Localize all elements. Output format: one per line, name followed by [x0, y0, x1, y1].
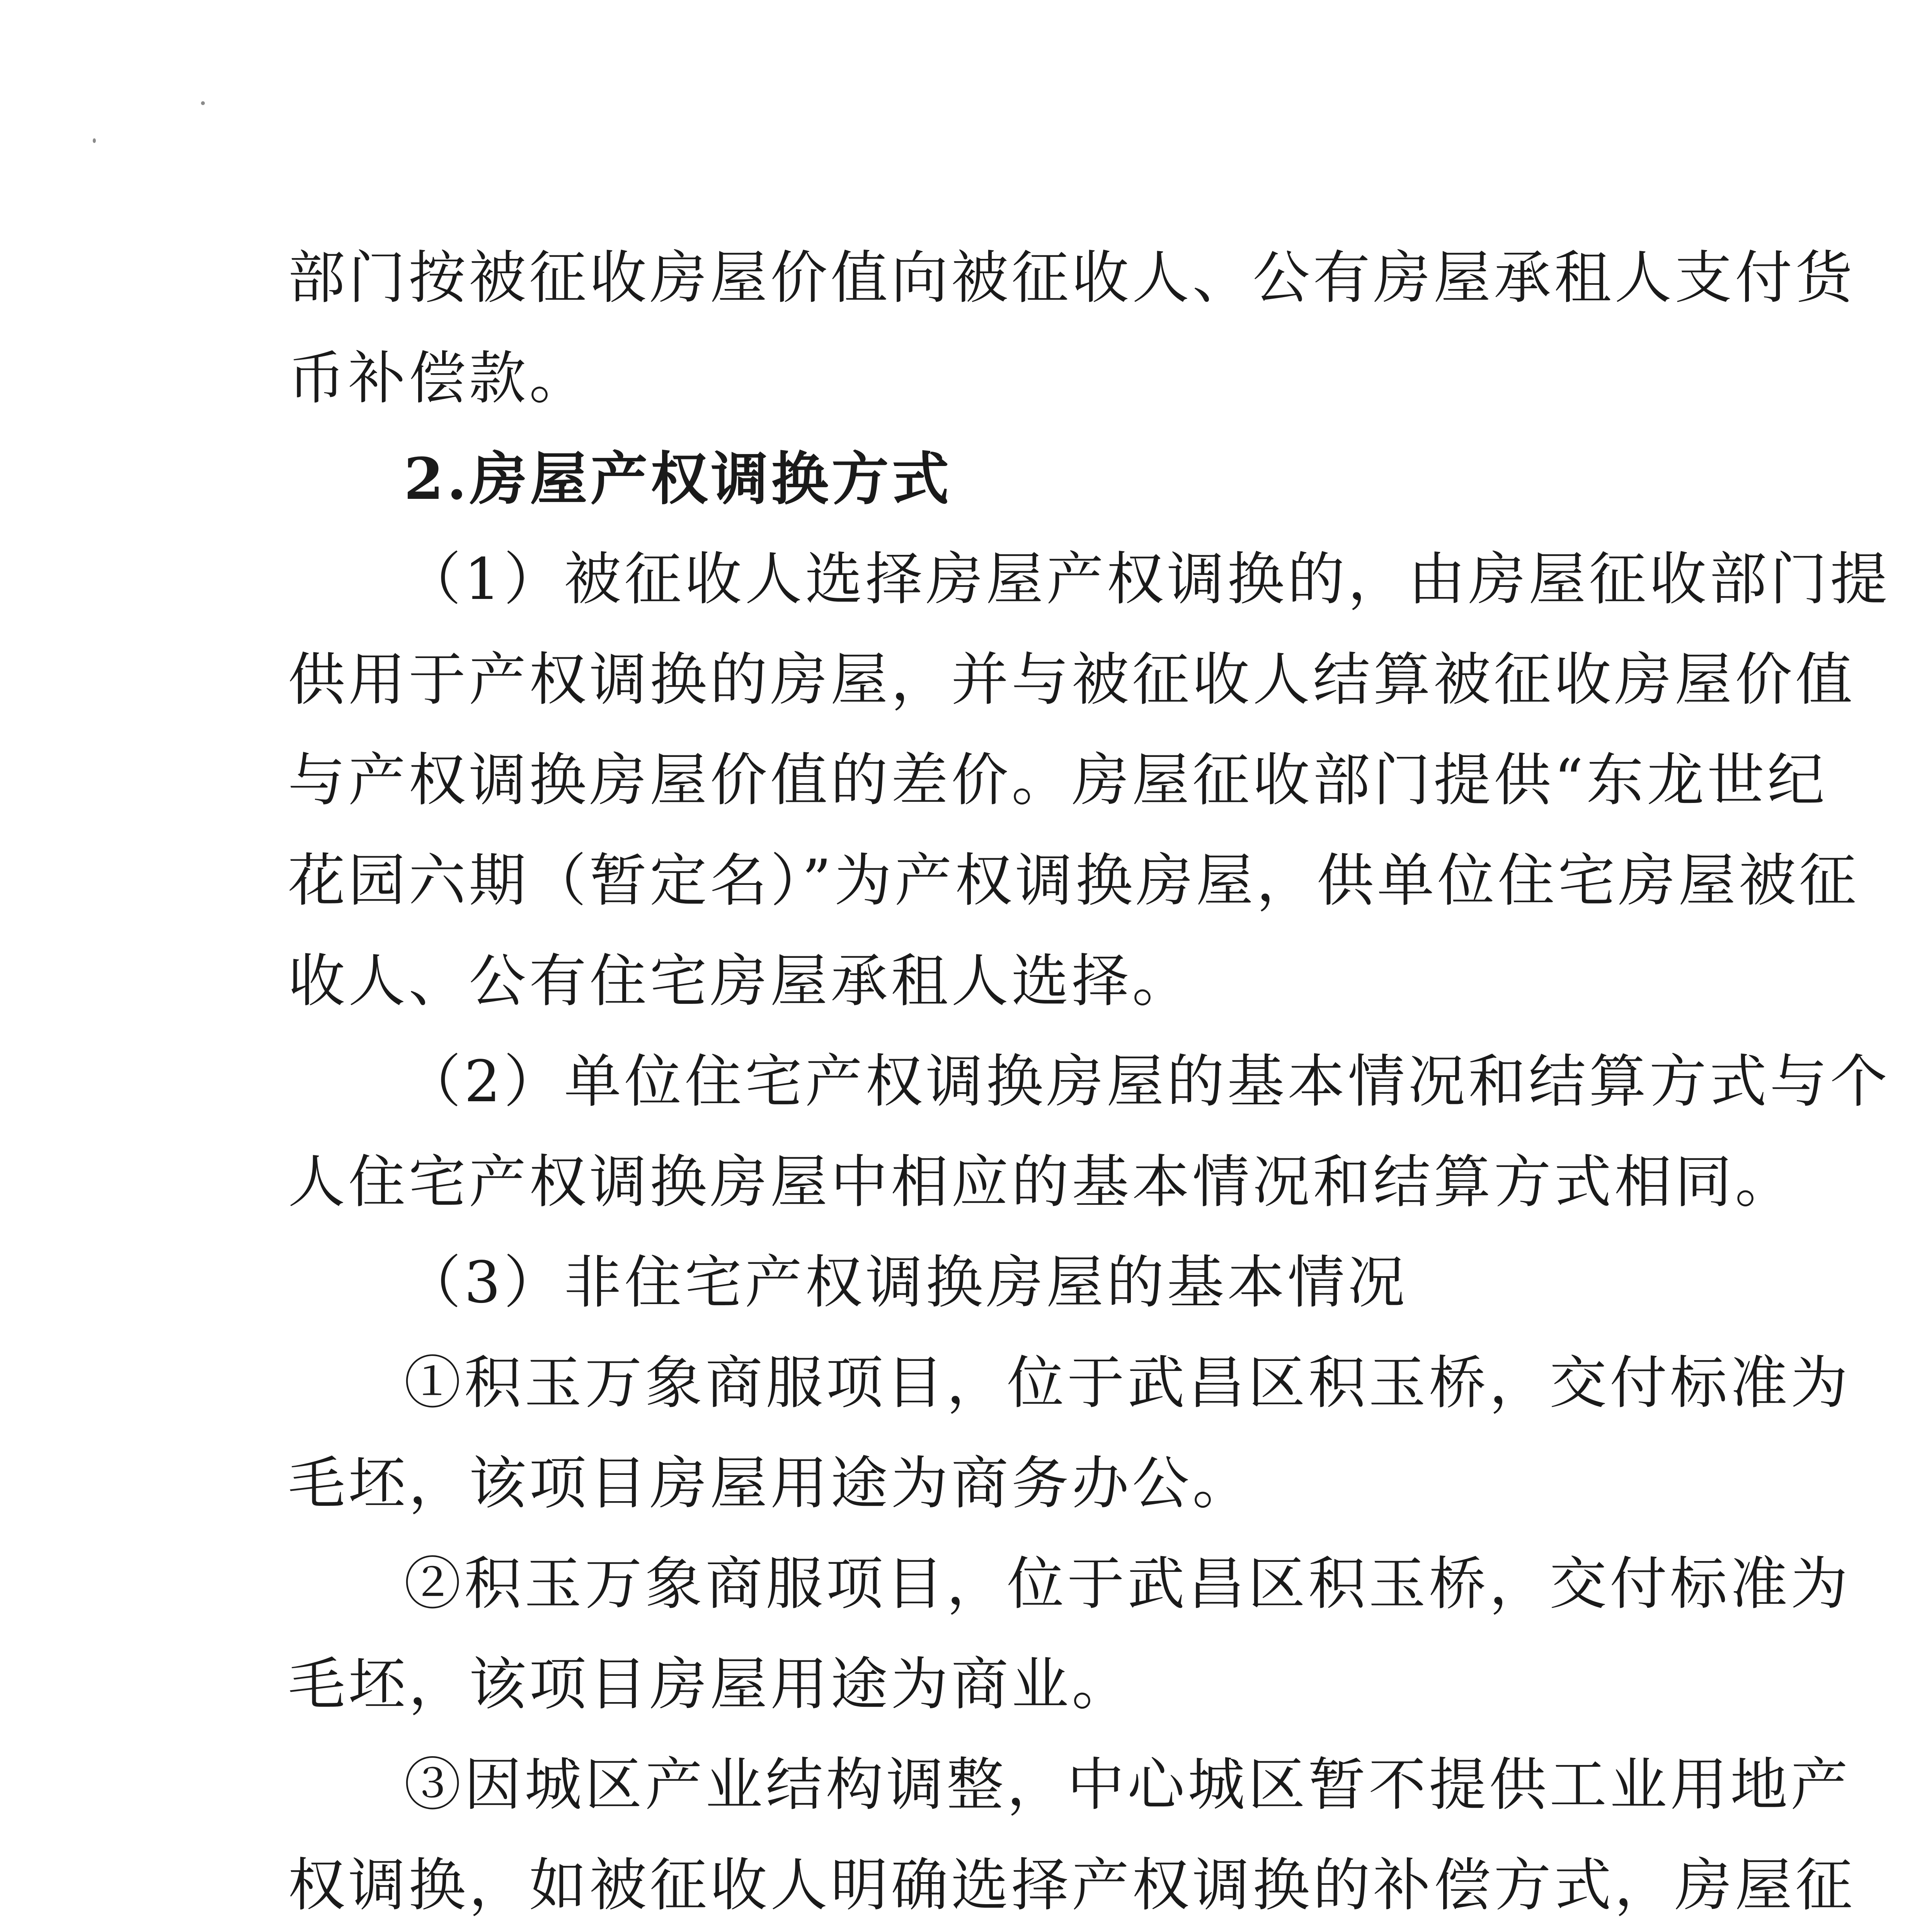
body-text — [288, 240, 1891, 1932]
paragraph-line: 收人、公有住宅房屋承租人选择。 — [288, 948, 1192, 1014]
paragraph-line: 花园六期（暂定名）”为产权调换房屋，供单位住宅房屋被征 — [288, 847, 1859, 914]
paragraph-line: ③因城区产业结构调整，中心城区暂不提供工业用地产 — [404, 1752, 1851, 1818]
paragraph-line: 权调换，如被征收人明确选择产权调换的补偿方式，房屋征 — [288, 1852, 1856, 1918]
paragraph-line: 供用于产权调换的房屋，并与被征收人结算被征收房屋价值 — [288, 646, 1856, 713]
paragraph-line: 部门按被征收房屋价值向被征收人、公有房屋承租人支付货 — [288, 245, 1856, 311]
paragraph-line: ②积玉万象商服项目，位于武昌区积玉桥，交付标准为 — [404, 1551, 1851, 1617]
paragraph-line: 人住宅产权调换房屋中相应的基本情况和结算方式相同。 — [288, 1149, 1795, 1215]
paragraph-line: 毛坯，该项目房屋用途为商务办公。 — [288, 1450, 1253, 1517]
paragraph-line: （2）单位住宅产权调换房屋的基本情况和结算方式与个 — [404, 1048, 1891, 1115]
paragraph-line: （3）非住宅产权调换房屋的基本情况 — [404, 1249, 1408, 1316]
scan-speck — [93, 138, 96, 143]
paragraph-line: 与产权调换房屋价值的差价。房屋征收部门提供“东龙世纪 — [288, 747, 1828, 813]
paragraph-line: 毛坯，该项目房屋用途为商业。 — [288, 1651, 1132, 1718]
scan-speck — [201, 101, 205, 105]
paragraph-line: 币补偿款。 — [288, 345, 589, 412]
section-heading: 2.房屋产权调换方式 — [404, 445, 952, 512]
paragraph-line: ①积玉万象商服项目，位于武昌区积玉桥，交付标准为 — [404, 1350, 1851, 1416]
paragraph-line: （1）被征收人选择房屋产权调换的，由房屋征收部门提 — [404, 546, 1891, 612]
